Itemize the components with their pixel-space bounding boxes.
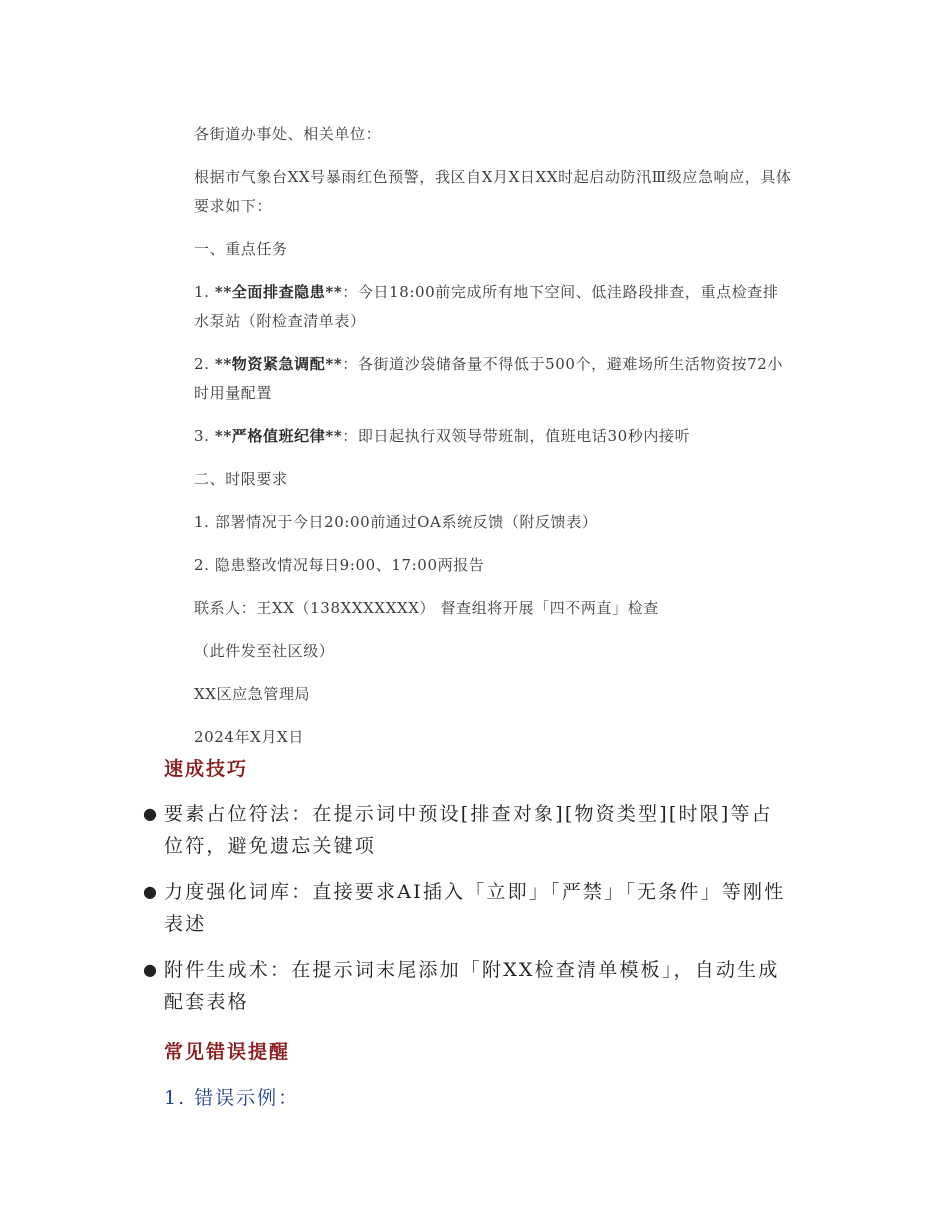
tip-item: ● 附件生成术：在提示词末尾添加「附XX检查清单模板」，自动生成配套表格 xyxy=(140,954,790,1018)
deadline-item: 1. 部署情况于今日20:00前通过OA系统反馈（附反馈表） xyxy=(194,513,598,531)
notice-body xyxy=(194,120,794,766)
issue-date: 2024年X月X日 xyxy=(194,728,304,746)
section-heading-deadlines: 二、时限要求 xyxy=(194,470,288,488)
task-item: 2. **物资紧急调配**：各街道沙袋储备量不得低于500个，避难场所生活物资按72小时用量配置 xyxy=(194,355,784,402)
errors-section-title: 常见错误提醒 xyxy=(164,1041,291,1063)
tips-list xyxy=(140,798,790,1032)
task-title: **物资紧急调配** xyxy=(214,355,343,373)
distribution-note: （此件发至社区级） xyxy=(194,642,335,660)
bullet-icon: ● xyxy=(143,882,160,901)
intro-paragraph: 根据市气象台XX号暴雨红色预警，我区自X月X日XX时起启动防汛Ⅲ级应急响应，具体要求如下： xyxy=(194,168,792,215)
bullet-icon: ● xyxy=(143,960,160,979)
bullet-icon: ● xyxy=(143,804,160,823)
section-heading-tasks: 一、重点任务 xyxy=(194,240,288,258)
task-item: 3. **严格值班纪律**：即日起执行双领导带班制，值班电话30秒内接听 xyxy=(194,427,691,445)
error-example-item: 1. 错误示例： xyxy=(164,1087,300,1109)
tips-section-title: 速成技巧 xyxy=(164,758,249,780)
task-title: **严格值班纪律** xyxy=(214,427,343,445)
issuer: XX区应急管理局 xyxy=(194,685,311,703)
task-item: 1. **全面排查隐患**：今日18:00前完成所有地下空间、低洼路段排查，重点检查排水泵站（附检查清单表） xyxy=(194,283,779,330)
tip-item: ● 力度强化词库：直接要求AI插入「立即」「严禁」「无条件」等刚性表述 xyxy=(140,876,790,940)
salutation: 各街道办事处、相关单位： xyxy=(194,125,382,143)
tip-item: ● 要素占位符法：在提示词中预设[排查对象][物资类型][时限]等占位符，避免遗忘关键项 xyxy=(140,798,790,862)
deadline-item: 2. 隐患整改情况每日9:00、17:00两报告 xyxy=(194,556,485,574)
task-title: **全面排查隐患** xyxy=(214,283,343,301)
contact-line: 联系人：王XX（138XXXXXXX） 督查组将开展「四不两直」检查 xyxy=(194,599,659,617)
